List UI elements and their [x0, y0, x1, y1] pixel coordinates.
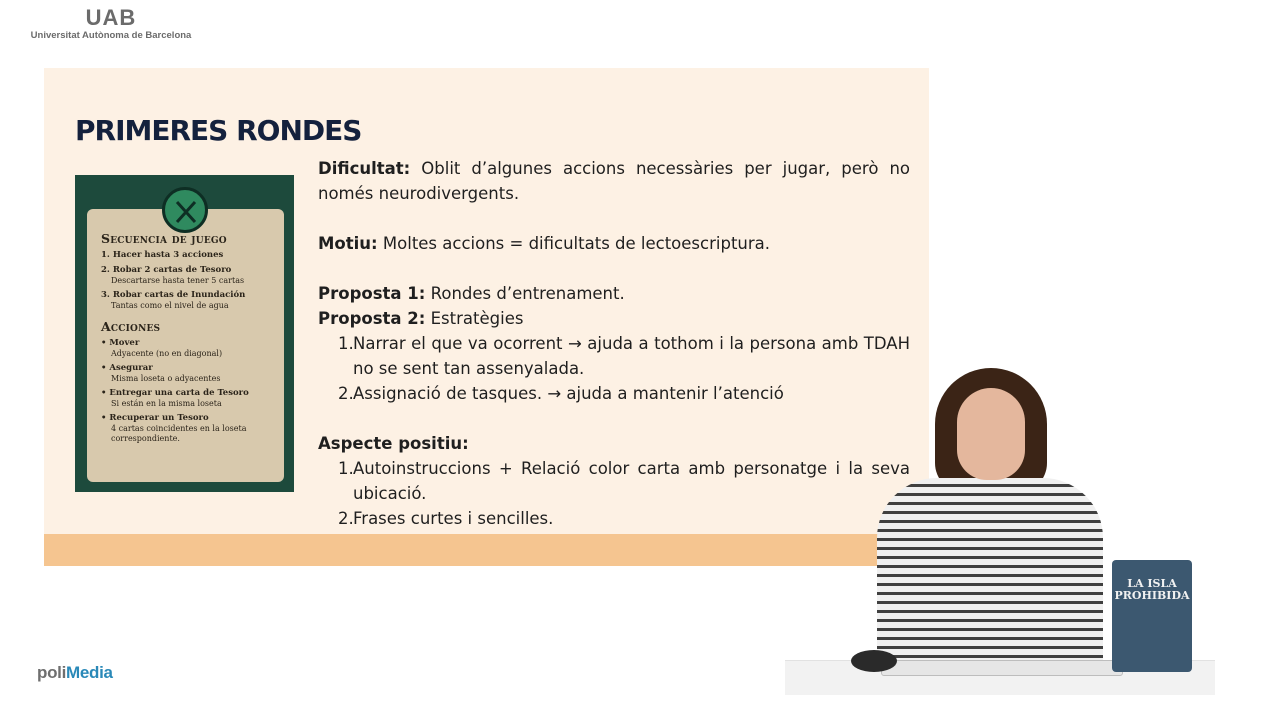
polimedia-logo [37, 663, 113, 683]
card-line-main: • Recuperar un Tesoro [101, 413, 209, 423]
keyboard [881, 660, 1123, 676]
polimedia-logo-b: Media [66, 663, 113, 682]
crossed-swords-icon [162, 187, 208, 233]
label-motiu: Motiu: [318, 234, 378, 253]
card-heading-sequence: Secuencia de juego [101, 231, 227, 246]
paragraph-dificultat [318, 156, 910, 206]
presenter-face [957, 388, 1025, 480]
list-number: 1. [338, 459, 354, 478]
card-line-sub: Descartarse hasta tener 5 cartas [111, 276, 245, 285]
list-text: Assignació de tasques. → ajuda a mantenir l’atenció [353, 384, 784, 403]
polimedia-logo-a: poli [37, 663, 67, 682]
card-line [101, 413, 281, 444]
game-box-title: LA ISLA PROHIBIDA [1114, 577, 1190, 602]
mouse [851, 650, 897, 672]
list-number: 2. [338, 384, 354, 403]
card-line [101, 290, 281, 311]
card-line [101, 363, 281, 384]
slide-title: PRIMERES RONDES [75, 114, 362, 147]
card-line [101, 250, 281, 261]
list-number: 2. [338, 509, 354, 528]
card-line-main: 1. Hacer hasta 3 acciones [101, 250, 224, 260]
text-motiu: Moltes accions = dificultats de lectoescriptura. [377, 234, 771, 253]
card-heading-actions: Acciones [101, 319, 161, 334]
list-text: Narrar el que va ocorrent → ajuda a tothom i la persona amb TDAH no se sent tan assenyalada. [353, 334, 910, 378]
label-aspecte: Aspecte positiu: [318, 434, 469, 453]
paragraph-proposta-2 [318, 306, 910, 331]
text-proposta-1: Rondes d’entrenament. [425, 284, 625, 303]
card-line-sub: Tantas como el nivel de agua [111, 301, 229, 310]
card-line-sub: Adyacente (no en diagonal) [111, 349, 223, 358]
card-line-main: 3. Robar cartas de Inundación [101, 290, 246, 300]
uab-logo-mark: UAB [85, 5, 137, 30]
text-proposta-2: Estratègies [425, 309, 524, 328]
game-card-image [75, 175, 294, 492]
card-line [101, 265, 281, 286]
card-line [101, 338, 281, 359]
paragraph-proposta-1 [318, 281, 910, 306]
presenter-body [877, 478, 1103, 668]
uab-logo-name: Universitat Autònoma de Barcelona [30, 30, 192, 41]
paragraph-motiu [318, 231, 910, 256]
label-proposta-2: Proposta 2: [318, 309, 426, 328]
card-line-sub: Si están en la misma loseta [111, 399, 222, 408]
list-number: 1. [338, 334, 354, 353]
presenter-video [785, 360, 1245, 700]
list-text: Autoinstruccions + Relació color carta amb personatge i la seva ubicació. [353, 459, 910, 503]
game-box [1112, 560, 1192, 672]
card-line-main: • Mover [101, 338, 140, 348]
text-dificultat: Oblit d’algunes accions necessàries per jugar, però no només neurodivergents. [318, 159, 910, 203]
card-line-main: • Entregar una carta de Tesoro [101, 388, 249, 398]
card-text [101, 231, 281, 444]
uab-logo [16, 6, 206, 42]
card-line-sub: 4 cartas coincidentes en la loseta correspondiente. [111, 424, 247, 443]
card-line-main: 2. Robar 2 cartas de Tesoro [101, 265, 232, 275]
card-line-main: • Asegurar [101, 363, 153, 373]
label-dificultat: Dificultat: [318, 159, 411, 178]
label-proposta-1: Proposta 1: [318, 284, 426, 303]
list-text: Frases curtes i sencilles. [353, 509, 554, 528]
card-line [101, 388, 281, 409]
card-line-sub: Misma loseta o adyacentes [111, 374, 221, 383]
